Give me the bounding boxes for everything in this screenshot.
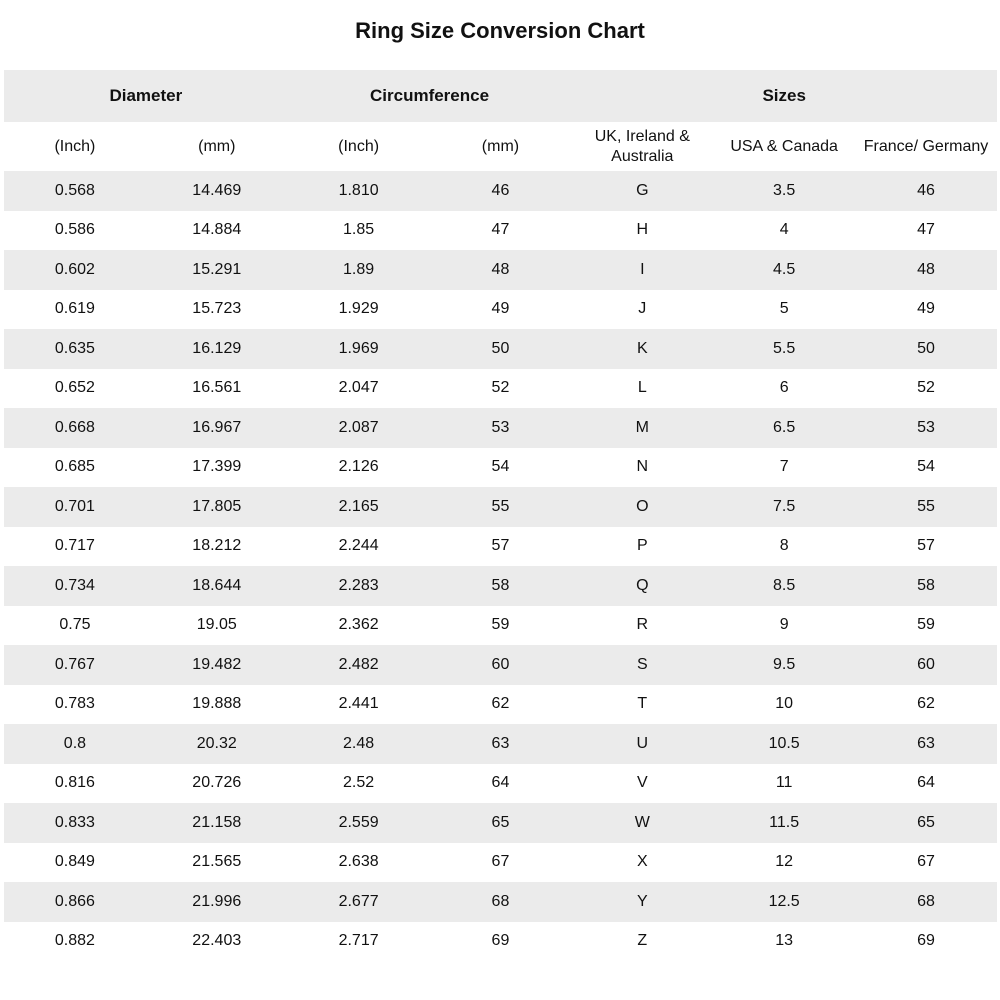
table-row [4, 369, 997, 409]
cell-circumference-inch: 2.087 [338, 418, 379, 436]
cell-size-uk-ireland-australia: X [636, 853, 648, 871]
cell-diameter-inch: 0.668 [54, 418, 95, 436]
cell-circumference-mm: 46 [491, 181, 510, 199]
cell-circumference-mm: 47 [491, 221, 510, 239]
cell-size-uk-ireland-australia: J [638, 300, 647, 318]
cell-size-uk-ireland-australia: T [637, 695, 648, 713]
cell-size-uk-ireland-australia: Q [636, 576, 649, 594]
table-row [4, 724, 997, 764]
table-row [4, 250, 997, 290]
cell-size-usa-canada: 6 [779, 379, 789, 397]
cell-size-uk-ireland-australia: O [636, 497, 649, 515]
table-row [4, 566, 997, 606]
cell-size-uk-ireland-australia: Z [637, 932, 648, 950]
cell-size-uk-ireland-australia: P [636, 537, 648, 555]
cell-size-france-germany: 55 [917, 497, 935, 515]
cell-circumference-inch: 2.126 [338, 458, 379, 476]
cell-circumference-mm: 57 [491, 537, 510, 555]
cell-diameter-mm: 17.399 [192, 458, 242, 476]
cell-circumference-inch: 2.52 [343, 774, 375, 792]
cell-circumference-inch: 2.244 [338, 537, 379, 555]
cell-diameter-mm: 21.996 [192, 892, 242, 910]
column-header-size-usa-canada: USA & Canada [713, 122, 855, 171]
cell-size-france-germany: 65 [917, 813, 935, 831]
cell-diameter-mm: 17.805 [192, 497, 242, 515]
cell-size-france-germany: 64 [917, 774, 935, 792]
cell-size-usa-canada: 7 [779, 458, 789, 476]
cell-diameter-inch: 0.568 [54, 181, 95, 199]
cell-circumference-inch: 2.677 [338, 892, 379, 910]
cell-circumference-mm: 49 [491, 300, 510, 318]
cell-circumference-inch: 2.047 [338, 379, 379, 397]
cell-size-france-germany: 48 [917, 260, 935, 278]
column-header-circumference-mm: (mm) [430, 122, 572, 171]
cell-size-france-germany: 46 [917, 181, 935, 199]
table-row [4, 171, 997, 211]
cell-size-uk-ireland-australia: M [635, 418, 649, 436]
cell-size-usa-canada: 5.5 [773, 339, 796, 357]
cell-diameter-inch: 0.75 [59, 616, 91, 634]
cell-size-france-germany: 47 [917, 221, 935, 239]
cell-size-usa-canada: 10 [775, 695, 794, 713]
cell-size-france-germany: 60 [917, 655, 935, 673]
cell-diameter-inch: 0.635 [54, 339, 95, 357]
cell-circumference-inch: 2.638 [338, 853, 379, 871]
cell-size-france-germany: 59 [917, 616, 935, 634]
cell-circumference-mm: 68 [491, 892, 510, 910]
cell-size-uk-ireland-australia: Y [636, 892, 648, 910]
column-header-row [4, 122, 997, 171]
cell-size-uk-ireland-australia: S [636, 655, 648, 673]
table-row [4, 922, 997, 962]
table-row [4, 882, 997, 922]
cell-diameter-inch: 0.816 [54, 774, 95, 792]
cell-size-france-germany: 62 [917, 695, 935, 713]
cell-diameter-mm: 15.291 [192, 260, 242, 278]
cell-size-uk-ireland-australia: H [636, 221, 649, 239]
cell-size-france-germany: 67 [917, 853, 935, 871]
cell-size-uk-ireland-australia: U [636, 734, 649, 752]
cell-circumference-mm: 65 [491, 813, 510, 831]
cell-size-uk-ireland-australia: K [636, 339, 648, 357]
cell-size-usa-canada: 12.5 [768, 892, 800, 910]
cell-circumference-mm: 52 [491, 379, 510, 397]
cell-size-usa-canada: 12 [775, 853, 794, 871]
cell-diameter-mm: 16.967 [192, 418, 242, 436]
table-row [4, 843, 997, 883]
cell-diameter-mm: 20.726 [192, 774, 242, 792]
cell-diameter-inch: 0.701 [54, 497, 95, 515]
cell-diameter-inch: 0.833 [54, 813, 95, 831]
cell-size-france-germany: 53 [917, 418, 935, 436]
cell-diameter-mm: 15.723 [192, 300, 242, 318]
cell-diameter-mm: 19.05 [196, 616, 237, 634]
cell-size-usa-canada: 8 [779, 537, 789, 555]
cell-diameter-mm: 18.644 [192, 576, 242, 594]
cell-circumference-inch: 1.89 [343, 260, 375, 278]
cell-diameter-inch: 0.717 [54, 537, 95, 555]
table-row [4, 408, 997, 448]
cell-circumference-mm: 69 [491, 932, 510, 950]
table-row [4, 685, 997, 725]
table-row [4, 527, 997, 567]
cell-diameter-mm: 19.482 [192, 655, 242, 673]
cell-diameter-mm: 22.403 [192, 932, 242, 950]
table-body [4, 171, 997, 961]
table-row [4, 606, 997, 646]
cell-circumference-inch: 2.441 [338, 695, 379, 713]
table-row [4, 448, 997, 488]
cell-size-france-germany: 58 [917, 576, 935, 594]
cell-circumference-inch: 2.559 [338, 813, 379, 831]
group-header-circumference: Circumference [288, 70, 572, 122]
table-row [4, 290, 997, 330]
cell-circumference-mm: 63 [491, 734, 510, 752]
group-header-row [4, 70, 997, 122]
cell-circumference-inch: 2.717 [338, 932, 379, 950]
cell-circumference-mm: 55 [491, 497, 510, 515]
cell-circumference-mm: 50 [491, 339, 510, 357]
cell-size-uk-ireland-australia: R [636, 616, 649, 634]
table-row [4, 329, 997, 369]
cell-size-usa-canada: 13 [775, 932, 794, 950]
page-title: Ring Size Conversion Chart [355, 18, 645, 43]
cell-size-usa-canada: 5 [779, 300, 789, 318]
cell-size-uk-ireland-australia: W [634, 813, 650, 831]
cell-diameter-inch: 0.767 [54, 655, 95, 673]
cell-diameter-mm: 21.158 [192, 813, 242, 831]
cell-diameter-inch: 0.882 [54, 932, 95, 950]
cell-diameter-mm: 21.565 [192, 853, 242, 871]
cell-diameter-inch: 0.602 [54, 260, 95, 278]
cell-size-usa-canada: 11.5 [769, 813, 800, 831]
cell-diameter-mm: 19.888 [192, 695, 242, 713]
cell-circumference-mm: 59 [491, 616, 510, 634]
cell-circumference-inch: 2.165 [338, 497, 379, 515]
cell-size-france-germany: 57 [917, 537, 935, 555]
cell-size-france-germany: 69 [917, 932, 935, 950]
column-header-diameter-inch: (Inch) [4, 122, 146, 171]
cell-diameter-mm: 16.561 [192, 379, 242, 397]
table-row [4, 645, 997, 685]
column-header-diameter-mm: (mm) [146, 122, 288, 171]
cell-size-uk-ireland-australia: L [637, 379, 647, 397]
cell-size-france-germany: 50 [917, 339, 935, 357]
cell-diameter-inch: 0.619 [54, 300, 95, 318]
column-header-size-uk-ireland-australia: UK, Ireland & Australia [571, 122, 713, 171]
cell-size-uk-ireland-australia: G [636, 181, 649, 199]
cell-circumference-inch: 1.810 [338, 181, 379, 199]
cell-diameter-inch: 0.685 [54, 458, 95, 476]
cell-circumference-inch: 2.283 [338, 576, 379, 594]
column-header-size-france-germany: France/ Germany [855, 122, 997, 171]
cell-circumference-inch: 2.482 [338, 655, 379, 673]
cell-circumference-inch: 1.969 [338, 339, 379, 357]
cell-size-france-germany: 63 [917, 734, 935, 752]
cell-diameter-inch: 0.8 [63, 734, 87, 752]
cell-diameter-inch: 0.586 [54, 221, 95, 239]
ring-size-conversion-table [4, 70, 997, 961]
cell-size-usa-canada: 7.5 [773, 497, 796, 515]
cell-circumference-inch: 2.362 [338, 616, 379, 634]
cell-circumference-mm: 60 [491, 655, 510, 673]
cell-circumference-inch: 1.929 [338, 300, 379, 318]
table-row [4, 764, 997, 804]
cell-size-usa-canada: 8.5 [773, 576, 796, 594]
cell-size-usa-canada: 9.5 [773, 655, 796, 673]
cell-circumference-mm: 62 [491, 695, 510, 713]
cell-circumference-mm: 67 [491, 853, 510, 871]
cell-circumference-mm: 54 [491, 458, 510, 476]
group-header-diameter: Diameter [4, 70, 288, 122]
cell-diameter-inch: 0.783 [54, 695, 95, 713]
cell-size-usa-canada: 4 [779, 221, 789, 239]
cell-size-uk-ireland-australia: I [640, 260, 645, 278]
cell-diameter-mm: 14.884 [192, 221, 242, 239]
cell-size-usa-canada: 3.5 [773, 181, 796, 199]
cell-diameter-mm: 16.129 [192, 339, 242, 357]
table-header [4, 70, 997, 171]
cell-circumference-mm: 53 [491, 418, 510, 436]
cell-diameter-inch: 0.866 [54, 892, 95, 910]
cell-size-france-germany: 49 [917, 300, 935, 318]
cell-diameter-mm: 20.32 [196, 734, 237, 752]
table-row [4, 803, 997, 843]
group-header-sizes: Sizes [571, 70, 997, 122]
cell-size-usa-canada: 4.5 [773, 260, 796, 278]
cell-size-france-germany: 68 [917, 892, 935, 910]
cell-size-uk-ireland-australia: N [636, 458, 649, 476]
cell-size-france-germany: 52 [917, 379, 935, 397]
column-header-circumference-inch: (Inch) [288, 122, 430, 171]
cell-diameter-inch: 0.652 [54, 379, 95, 397]
cell-size-uk-ireland-australia: V [636, 774, 648, 792]
cell-circumference-mm: 64 [491, 774, 510, 792]
cell-circumference-inch: 1.85 [343, 221, 375, 239]
cell-diameter-mm: 18.212 [192, 537, 242, 555]
cell-size-usa-canada: 6.5 [773, 418, 796, 436]
cell-size-usa-canada: 9 [779, 616, 789, 634]
cell-circumference-mm: 48 [491, 260, 510, 278]
table-row [4, 487, 997, 527]
cell-diameter-inch: 0.734 [54, 576, 95, 594]
cell-diameter-mm: 14.469 [192, 181, 242, 199]
cell-size-usa-canada: 11 [775, 774, 793, 792]
cell-circumference-inch: 2.48 [343, 734, 375, 752]
cell-size-france-germany: 54 [917, 458, 935, 476]
cell-circumference-mm: 58 [491, 576, 510, 594]
cell-size-usa-canada: 10.5 [768, 734, 800, 752]
cell-diameter-inch: 0.849 [54, 853, 95, 871]
table-row [4, 211, 997, 251]
